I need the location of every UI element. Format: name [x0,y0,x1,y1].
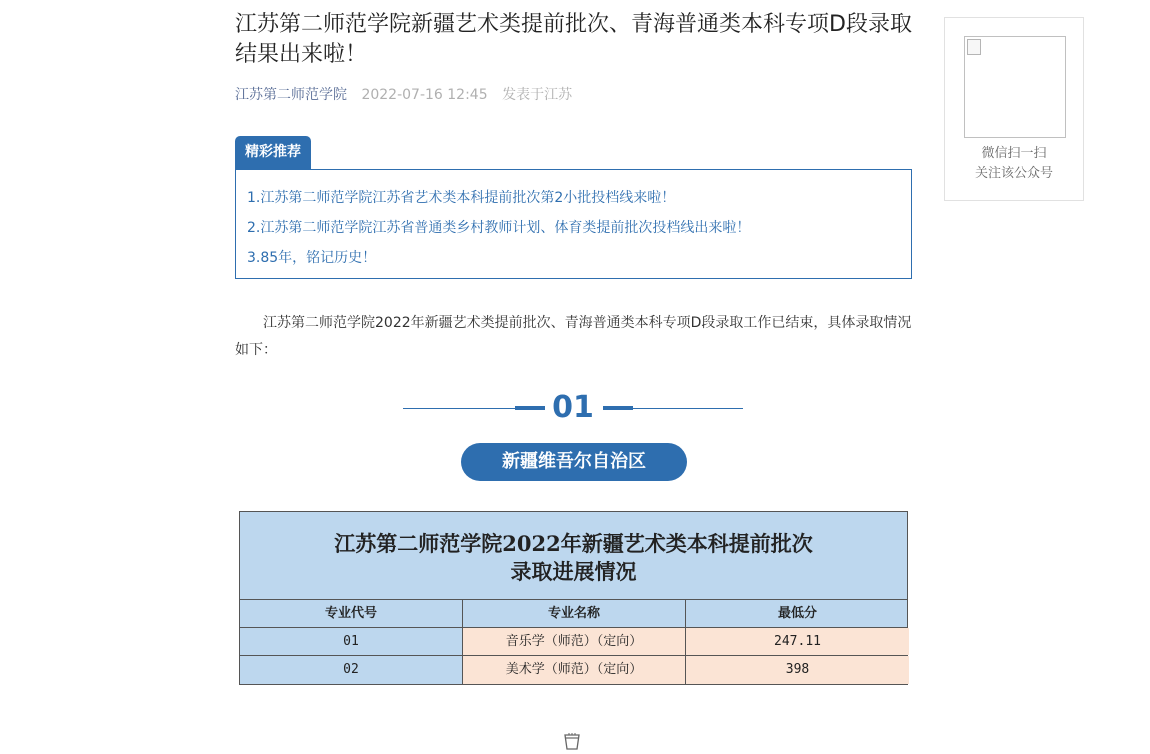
publish-time: 2022-07-16 12:45 [361,87,488,103]
table-title-line2: 录取进展情况 [510,559,637,584]
qr-card [944,17,1084,201]
decorative-cup-icon [563,733,581,750]
publish-location: 发表于江苏 [502,87,573,103]
table-row [240,628,907,656]
table-title-line1: 江苏第二师范学院2022年新疆艺术类本科提前批次 [334,531,813,556]
recommend-link-1[interactable]: 1.江苏第二师范学院江苏省艺术类本科提前批次第2小批投档线来啦！ [247,190,676,206]
qr-caption-line2: 关注该公众号 [974,166,1053,181]
qr-caption-line1: 微信扫一扫 [981,146,1047,161]
section-number-divider [403,390,743,426]
cell-min-score: 247.11 [686,628,909,655]
admission-table [239,511,908,685]
region-label: 新疆维吾尔自治区 [461,443,687,481]
broken-image-icon [967,39,981,55]
table-row [240,656,907,684]
header-min-score: 最低分 [777,606,817,621]
cell-code: 02 [240,656,463,684]
divider-bar-right [603,406,633,410]
divider-line-left [403,408,515,409]
cell-code: 01 [240,628,463,655]
article-meta [235,84,912,104]
divider-bar-left [515,406,545,410]
header-major: 专业名称 [463,600,686,627]
recommend-tag: 精彩推荐 [235,136,311,169]
author-link[interactable]: 江苏第二师范学院 [235,87,347,103]
cell-major: 美术学（师范）（定向） [463,656,686,684]
section-number: 01 [552,390,594,425]
recommend-link-3[interactable]: 3.85年，铭记历史！ [247,250,377,266]
cell-min-score: 398 [686,656,909,684]
header-code: 专业代号 [240,600,463,627]
table-header-row [240,600,907,628]
cell-major: 音乐学（师范）（定向） [463,628,686,655]
qr-code-image [964,36,1066,138]
divider-line-right [633,408,743,409]
article-title: 江苏第二师范学院新疆艺术类提前批次、青海普通类本科专项D段录取结果出来啦！ [235,12,912,67]
article [235,0,912,677]
recommend-box [235,169,912,279]
recommend-link-2[interactable]: 2.江苏第二师范学院江苏省普通类乡村教师计划、体育类提前批次投档线出来啦！ [247,220,751,236]
table-title [240,512,907,600]
intro-paragraph: 江苏第二师范学院2022年新疆艺术类提前批次、青海普通类本科专项D段录取工作已结束，具体录取情况如下： [235,315,912,358]
